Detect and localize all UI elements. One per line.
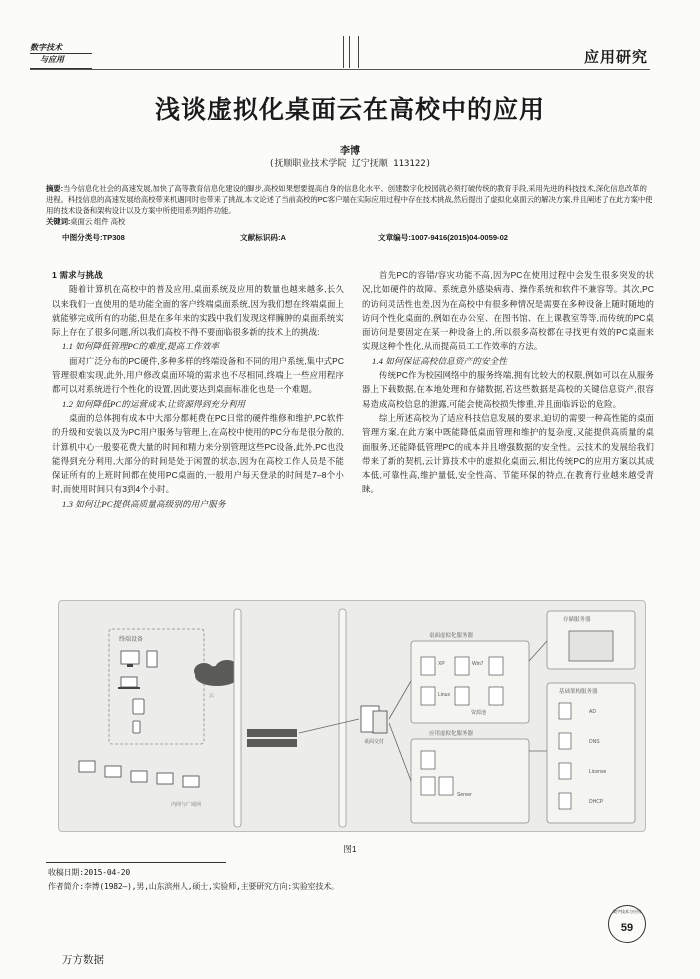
os-label-win7: Win7 <box>472 661 484 667</box>
infra-item-dhcp: DHCP <box>589 799 604 805</box>
infra-label: 基础架构服务器 <box>559 689 598 695</box>
desktop-service-box <box>411 641 529 723</box>
heading-1-3: 1.3 如何让PC提供高质量高级别的用户服务 <box>62 498 226 509</box>
link-gateway-apps <box>389 723 411 781</box>
logo-line-2: 与应用 <box>30 53 92 65</box>
author: 李博 <box>340 146 360 157</box>
storage-label: 存储服务器 <box>563 617 591 623</box>
cloud-label: 云 <box>209 693 215 699</box>
clc-number: 中图分类号:TP308 <box>62 233 125 242</box>
desktop-service-label: 桌面虚拟化服务器 <box>429 633 474 639</box>
article-number: 文章编号:1007-9416(2015)04-0059-02 <box>378 233 509 242</box>
logo-line-1: 数字技术 <box>30 42 62 52</box>
firewall-pillar-left <box>234 609 241 827</box>
architecture-diagram <box>59 601 645 831</box>
left-column <box>52 268 344 511</box>
link-gateway-desktop <box>389 681 411 719</box>
heading-1-4: 1.4 如何保证高校信息资产的安全性 <box>372 355 508 366</box>
heading-1-2: 1.2 如何降低PC的运营成本,让资源得到充分利用 <box>62 398 246 409</box>
paragraph: 面对广泛分布的PC硬件,多种多样的终端设备和不同的用户系统,集中式PC管理很难实现,此外,用户修改桌面环境的需求也不尽相同,终端上一些应用程序都可以对系统进行个性化的设置,因此要达到桌面标准化也是一个难题。 <box>52 355 344 395</box>
desktop-pc-icon <box>121 651 139 667</box>
page-number: 59 <box>620 922 634 934</box>
paragraph: 综上所述高校为了适应科技信息发展的要求,迫切的需要一种高性能的桌面管理方案,在此方案中既能降低桌面管理和维护的复杂度,又能提供高质量的桌面服务,还能降低管理PC的成本并且增强数据的安全性。云技术的发展给我们带来了新的契机,云计算技术中的虚拟化桌面云,相比传统PC的应用方案以其成本低,可靠性高,维护量低,安全性高、节能环保的特点,在教育行业越来越受青睐。 <box>362 412 654 495</box>
center-label: 桌面交付 <box>364 739 385 745</box>
page-badge-ring-text: 数字技术与应用 <box>613 909 641 914</box>
os-label-linux: Linux <box>438 692 450 698</box>
os-label-server: Server <box>457 792 472 798</box>
switch-icon <box>247 729 297 747</box>
header-rule <box>30 69 650 70</box>
author-bio: 作者简介:李博(1982—),男,山东滨州人,硕士,实验师,主要研究方向:实验室技术。 <box>48 882 339 891</box>
article-title: 浅谈虚拟化桌面云在高校中的应用 <box>154 95 545 124</box>
header-divider <box>343 36 359 68</box>
paragraph: 首先PC的容错/容灾功能不高,因为PC在使用过程中会发生很多突发的状况,比如硬件的故障、系统意外感染病毒、操作系统和软件不兼容等。其次,PC的访问灵活性也差,因为在高校中有很多种情况是需要在多种设备上随时随地的访问个性化桌面的,例如在办公室、在图书馆、在上课教室等等,而传统的PC桌面访问是要固定在某一种设备上的,所以很多高校都在寻找更有效的PC桌面来实现这种个性化,从而提高员工工作效率的方法。 <box>362 270 654 352</box>
lab-pcs <box>79 761 199 787</box>
firewall-pillar-right <box>339 609 346 827</box>
thin-client-icon <box>147 651 157 667</box>
tablet-icon <box>133 699 144 714</box>
keywords: 桌面云 组件 高校 <box>70 217 126 226</box>
storage-array-icon <box>569 631 613 661</box>
phone-icon <box>133 721 140 733</box>
infra-item-dns: DNS <box>589 739 600 745</box>
page-number-badge <box>608 905 646 943</box>
footnote-rule <box>46 862 226 863</box>
journal-logo <box>30 42 92 69</box>
infra-item-license: License <box>589 769 607 775</box>
heading-1-1: 1.1 如何降低管理PC的难度,提高工作效率 <box>62 341 220 352</box>
abstract <box>46 183 654 227</box>
link-desktop-storage <box>529 641 547 661</box>
cloud-icon <box>194 660 239 686</box>
abstract-text: 当今信息化社会的高速发展,加快了高等教育信息化建设的脚步,高校如果想要提高自身的信息化水平、创建数字化校园就必须打破传统的教育手段,采用先进的科技技术,深化信息改革的进程。科技信息的高速发展给高校带来机遇同时也带来了挑战,本文论述了当前高校的PC客户端在实际应用过程中存在技术挑战,然后提出了虚拟化桌面云的解决方案,并且阐述了在此方案中使用的技术设备和架构设计以及方案中所使用系列组件功能。 <box>46 184 653 215</box>
link-switch-gateway <box>299 719 359 733</box>
paragraph: 随着计算机在高校中的普及应用,桌面系统及应用的数量也越来越多,长久以来我们一直使用的是功能全面的客户终端桌面系统,因为我们想在终端桌面上就能够完成所有的功能,但是在多年来的实践中我们发现这样臃肿的桌面系统实际上存在了很多问题,所以我们高校不得不要面临很多新的技术上的挑战: <box>52 284 344 338</box>
received-date: 收稿日期:2015-04-20 <box>48 868 130 877</box>
heading-1: 1 需求与挑战 <box>52 270 103 280</box>
watermark: 万方数据 <box>62 954 104 966</box>
doc-code: 文献标识码:A <box>240 233 286 242</box>
os-label-xp: XP <box>438 661 445 667</box>
affiliation: (抚顺职业技术学院 辽宁抚顺 113122) <box>268 159 432 169</box>
keywords-label: 关键词: <box>46 217 71 226</box>
app-service-label: 应用虚拟化服务器 <box>429 731 474 737</box>
gateway-server-icon <box>361 706 387 733</box>
figure-caption: 图1 <box>343 844 357 854</box>
paragraph: 传统PC作为校园网络中的服务终端,拥有比较大的权限,例如可以在从服务器上下载数据,在本地处理和存储数据,若这些数据是高校的关键信息资产,很容易造成高校信息的泄露,可能会使高校损失惨重,并且面临诉讼的危险。 <box>362 370 654 409</box>
right-column <box>362 268 654 497</box>
section-name: 应用研究 <box>583 48 648 66</box>
infra-item-ad: AD <box>589 709 596 715</box>
architecture-figure <box>58 600 646 832</box>
terminals-label: 终端设备 <box>119 637 144 643</box>
laptop-icon <box>118 677 140 689</box>
pool-label: 资源池 <box>471 710 487 716</box>
abstract-label: 摘要: <box>46 184 63 193</box>
network-label: 内网与广域网 <box>171 802 202 808</box>
paragraph: 桌面的总体拥有成本中大部分都耗费在PC日常的硬件维修和维护,PC软件的升级和安装以及为PC用户服务与管理上,在高校中使用的PC分布是很分散的,计算机中心一般要花费大量的时间和精力来分别管理这些PC设备,此外,PC也没能得到充分利用,大部分的时间是处于闲置的状态,因为在高校工作人员是不能保证所有的上班时间都在使用PC桌面的,一般用户每天登录的时间是7–8个小时,而使用时间只有3到4个小时。 <box>52 412 344 495</box>
